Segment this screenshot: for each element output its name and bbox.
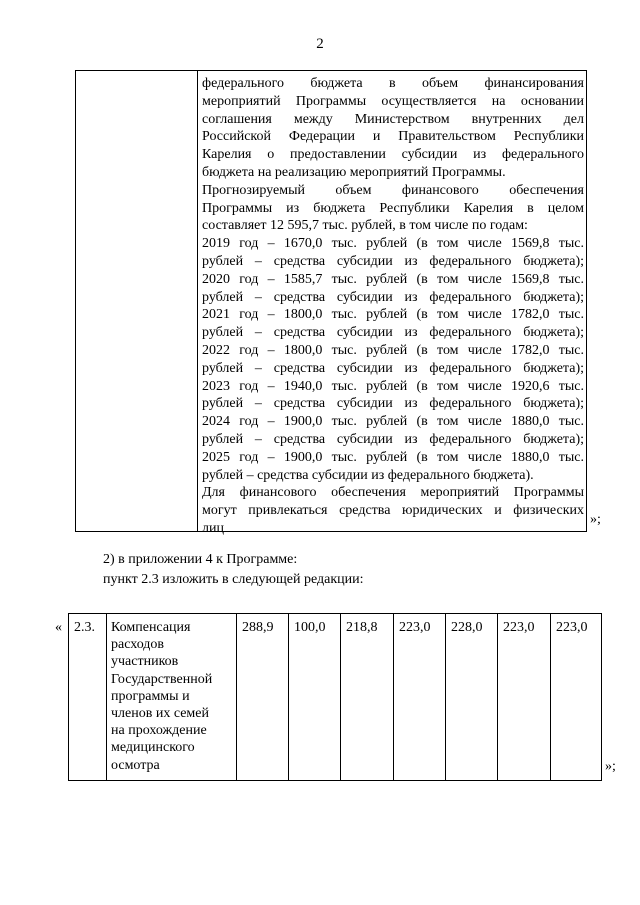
closing-quote: »;: [590, 512, 601, 527]
program-funding-table: [75, 70, 587, 536]
table-column-divider: [340, 614, 341, 780]
value-cell: 223,0: [503, 620, 535, 635]
opening-quote: «: [55, 620, 62, 635]
table-column-divider: [497, 614, 498, 780]
table-column-divider: [288, 614, 289, 780]
text-line: мероприятий Программы осуществляется на основании: [202, 93, 584, 109]
text-line: рублей – средства субсидии из федерального бюджета);: [202, 253, 584, 269]
table-column-divider: [393, 614, 394, 780]
text-line: 2019 год – 1670,0 тыс. рублей (в том числе 1569,8 тыс.: [202, 236, 584, 252]
text-line: могут привлекаться средства юридических и физических: [202, 503, 584, 519]
funding-text-cell: [202, 75, 584, 538]
activity-name-line: Государственной: [111, 671, 213, 687]
item-number: 2.3.: [74, 620, 95, 635]
activity-name-line: расходов: [111, 637, 165, 653]
amendment-instruction: пункт 2.3 изложить в следующей редакции:: [103, 572, 364, 587]
text-line: бюджета на реализацию мероприятий Программы.: [202, 164, 506, 180]
activity-name-line: Компенсация: [111, 620, 191, 635]
text-line: 2025 год – 1900,0 тыс. рублей (в том числе 1880,0 тыс.: [202, 449, 584, 465]
activity-table-row: [68, 613, 602, 781]
table-column-divider: [106, 614, 107, 780]
table-column-divider: [445, 614, 446, 780]
activity-name-line: программы и: [111, 688, 190, 704]
value-cell: 223,0: [556, 620, 588, 635]
activity-name-line: медицинского: [111, 740, 195, 756]
table-column-divider: [236, 614, 237, 780]
table-column-divider: [197, 71, 198, 531]
text-line: Для финансового обеспечения мероприятий Программы: [202, 485, 584, 501]
text-line: рублей – средства субсидии из федерального бюджета);: [202, 360, 584, 376]
text-line: составляет 12 595,7 тыс. рублей, в том числе по годам:: [202, 218, 528, 234]
value-cell: 288,9: [242, 620, 274, 635]
text-line: соглашения между Министерством внутренних дел: [202, 111, 584, 127]
value-cell: 223,0: [399, 620, 431, 635]
value-cell: 218,8: [346, 620, 378, 635]
text-line: Программы из бюджета Республики Карелия в целом: [202, 200, 584, 216]
text-line: 2023 год – 1940,0 тыс. рублей (в том числе 1920,6 тыс.: [202, 378, 584, 394]
value-cell: 100,0: [294, 620, 326, 635]
amendment-item-2: 2) в приложении 4 к Программе:: [103, 552, 298, 567]
text-line: Прогнозируемый объем финансового обеспечения: [202, 182, 584, 198]
value-cell: 228,0: [451, 620, 483, 635]
text-line: рублей – средства субсидии из федерального бюджета);: [202, 289, 584, 305]
text-line: федерального бюджета в объем финансирования: [202, 76, 584, 91]
text-line: рублей – средства субсидии из федерального бюджета);: [202, 325, 584, 341]
text-line: 2020 год – 1585,7 тыс. рублей (в том числе 1569,8 тыс.: [202, 271, 584, 287]
activity-name-line: участников: [111, 654, 179, 670]
text-line: Российской Федерации и Правительством Республики: [202, 129, 584, 145]
text-line: 2024 год – 1900,0 тыс. рублей (в том числе 1880,0 тыс.: [202, 414, 584, 430]
page-number: 2: [316, 36, 324, 52]
activity-name-line: осмотра: [111, 757, 160, 773]
text-line: рублей – средства субсидии из федерального бюджета);: [202, 431, 584, 447]
closing-quote: »;: [605, 759, 616, 774]
text-line: 2021 год – 1800,0 тыс. рублей (в том числе 1782,0 тыс.: [202, 307, 584, 323]
text-line: 2022 год – 1800,0 тыс. рублей (в том числе 1782,0 тыс.: [202, 342, 584, 358]
activity-name-line: членов их семей: [111, 706, 209, 722]
activity-name: [111, 619, 212, 774]
text-line: лиц: [202, 520, 224, 536]
text-line: рублей – средства субсидии из федерального бюджета).: [202, 467, 534, 483]
table-column-divider: [550, 614, 551, 780]
text-line: рублей – средства субсидии из федерального бюджета);: [202, 396, 584, 412]
text-line: Карелия о предоставлении субсидии из федерального: [202, 147, 584, 163]
activity-name-line: на прохождение: [111, 723, 207, 739]
